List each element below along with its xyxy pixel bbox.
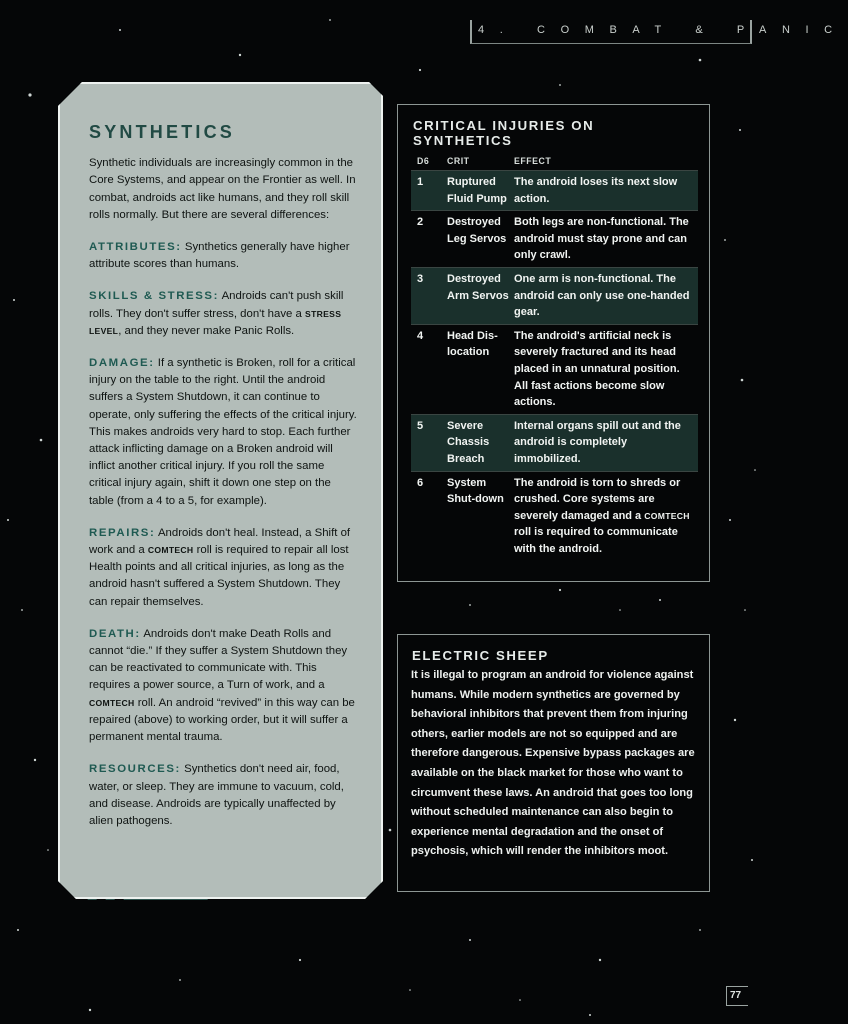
skills-heading: SKILLS & STRESS: bbox=[89, 290, 220, 303]
header-effect: EFFECT bbox=[514, 156, 552, 166]
table-row bbox=[411, 324, 698, 414]
resources-paragraph bbox=[89, 761, 357, 830]
repairs-text-tail: roll is required to repair all lost Health points and all critical injuries, as long as the android hasn't suffered a System Shutdown. They can repair themselves. bbox=[89, 544, 349, 608]
table-row bbox=[411, 414, 698, 471]
row-crit: Head Dis-location bbox=[447, 329, 498, 359]
electric-sheep-text: It is illegal to program an android for violence against humans. While modern synthetics are governed by behavioral inhibitors that prevent them from injuring others, earlier models are not so equipped and are therefore dangerous. Expensive bypass packages are available on the black market for those who want to circumvent these laws. An android that goes too long without scheduled maintenance can also begin to experience mental degradation and the onset of psychosis, which will render the inhibitors moot. bbox=[411, 669, 695, 858]
table-row bbox=[411, 210, 698, 267]
comtech-term: COMTECH bbox=[147, 545, 194, 556]
row-d6: 3 bbox=[417, 272, 424, 285]
row-effect bbox=[514, 174, 698, 207]
row-d6: 1 bbox=[417, 176, 424, 188]
stress-level-term: STRESS LEVEL bbox=[89, 308, 342, 336]
skills-text: Androids can't push skill rolls. They don't suffer stress, don't have a bbox=[89, 290, 344, 320]
row-crit: Destroyed Arm Servos bbox=[447, 272, 509, 302]
attributes-text: Synthetics generally have higher attribute scores than humans. bbox=[89, 241, 350, 271]
row-effect-text: The android loses its next slow action. bbox=[514, 176, 678, 205]
chapter-title: 4. COMBAT & PANIC bbox=[478, 24, 848, 36]
synthetics-title: SYNTHETICS bbox=[89, 122, 236, 142]
attributes-heading: ATTRIBUTES: bbox=[89, 241, 182, 254]
row-crit: Destroyed Leg Servos bbox=[447, 216, 507, 245]
row-effect-text: The android is torn to shreds or crushed. Core systems are severely damaged and a bbox=[514, 476, 681, 522]
injuries-table bbox=[411, 153, 698, 560]
row-effect-text: Both legs are non-functional. The android must stay prone and can only crawl. bbox=[514, 216, 689, 262]
row-d6: 4 bbox=[417, 329, 424, 342]
table-row bbox=[411, 170, 698, 210]
table-row bbox=[411, 267, 698, 324]
death-text: Androids don't make Death Rolls and cannot “die.” If they suffer a System Shutdown they can be reactivated to communicate with. This requires a power source, a Turn of work, and a bbox=[89, 627, 348, 692]
row-effect bbox=[514, 328, 698, 411]
damage-text: If a synthetic is Broken, roll for a critical injury on the table to the right. Until the android suffers a System Shutdown, it can continue to operate, only suffering the effects of the critical injury. This makes androids very hard to stop. Each further attack inflicting damage on a Broken android will inflict another critical injury. If you roll the same critical injury again, shift it down one step on the table (from a 4 to a 5, for example). bbox=[89, 357, 357, 507]
page-number: 77 bbox=[730, 990, 742, 1001]
row-effect-text: The android's artificial neck is severely fractured and its head placed in an unnatural position. All fast actions become slow actions. bbox=[514, 329, 680, 409]
row-crit: Severe Chassis Breach bbox=[447, 419, 490, 465]
header-d6: D6 bbox=[417, 156, 430, 166]
resources-heading: RESOURCES: bbox=[89, 763, 181, 776]
row-effect bbox=[514, 418, 698, 468]
row-effect-tail: roll is required to communicate with the android. bbox=[514, 526, 678, 555]
injuries-title: CRITICAL INJURIES ON SYNTHETICS bbox=[413, 118, 595, 148]
comtech-term: COMTECH bbox=[644, 510, 690, 521]
skills-text-tail: , and they never make Panic Rolls. bbox=[118, 324, 295, 337]
row-effect bbox=[514, 271, 698, 321]
attributes-paragraph bbox=[89, 239, 357, 273]
synthetics-intro: Synthetic individuals are increasingly common in the Core Systems, and appear on the Frontier as well. In combat, androids act like humans, and they roll skill rolls normally. But there are several differences: bbox=[89, 157, 356, 221]
row-crit: System Shut-down bbox=[447, 476, 504, 506]
injuries-table-header bbox=[411, 153, 698, 170]
death-paragraph bbox=[89, 626, 357, 746]
damage-heading: DAMAGE: bbox=[89, 357, 155, 370]
repairs-paragraph bbox=[89, 525, 357, 611]
repairs-heading: REPAIRS: bbox=[89, 526, 156, 539]
row-crit: Ruptured Fluid Pump bbox=[447, 176, 507, 205]
row-effect-text: Internal organs spill out and the android is completely immobilized. bbox=[514, 419, 681, 465]
row-d6: 5 bbox=[417, 419, 424, 432]
resources-text: Synthetics don't need air, food, water, or sleep. They are immune to vacuum, cold, and disease. Androids are typically unaffected by alien pathogens. bbox=[89, 763, 344, 827]
damage-paragraph bbox=[89, 355, 357, 510]
death-heading: DEATH: bbox=[89, 627, 141, 640]
synthetics-content bbox=[89, 124, 357, 845]
electric-sheep-title: ELECTRIC SHEEP bbox=[412, 648, 549, 663]
repairs-text: Androids don't heal. Instead, a Shift of work and a bbox=[89, 526, 351, 557]
skills-paragraph bbox=[89, 288, 357, 340]
comtech-term: COMTECH bbox=[89, 697, 135, 708]
row-d6: 6 bbox=[417, 476, 424, 489]
row-effect bbox=[514, 475, 698, 558]
row-effect bbox=[514, 214, 698, 264]
header-crit: CRIT bbox=[447, 156, 470, 166]
death-text-tail: roll. An android “revived” in this way can be repaired (above) to working order, but it will suffer a permanent mental trauma. bbox=[89, 696, 355, 744]
row-effect-text: One arm is non-functional. The android can only use one-handed gear. bbox=[514, 272, 690, 319]
row-d6: 2 bbox=[417, 216, 424, 229]
table-row bbox=[411, 471, 698, 561]
